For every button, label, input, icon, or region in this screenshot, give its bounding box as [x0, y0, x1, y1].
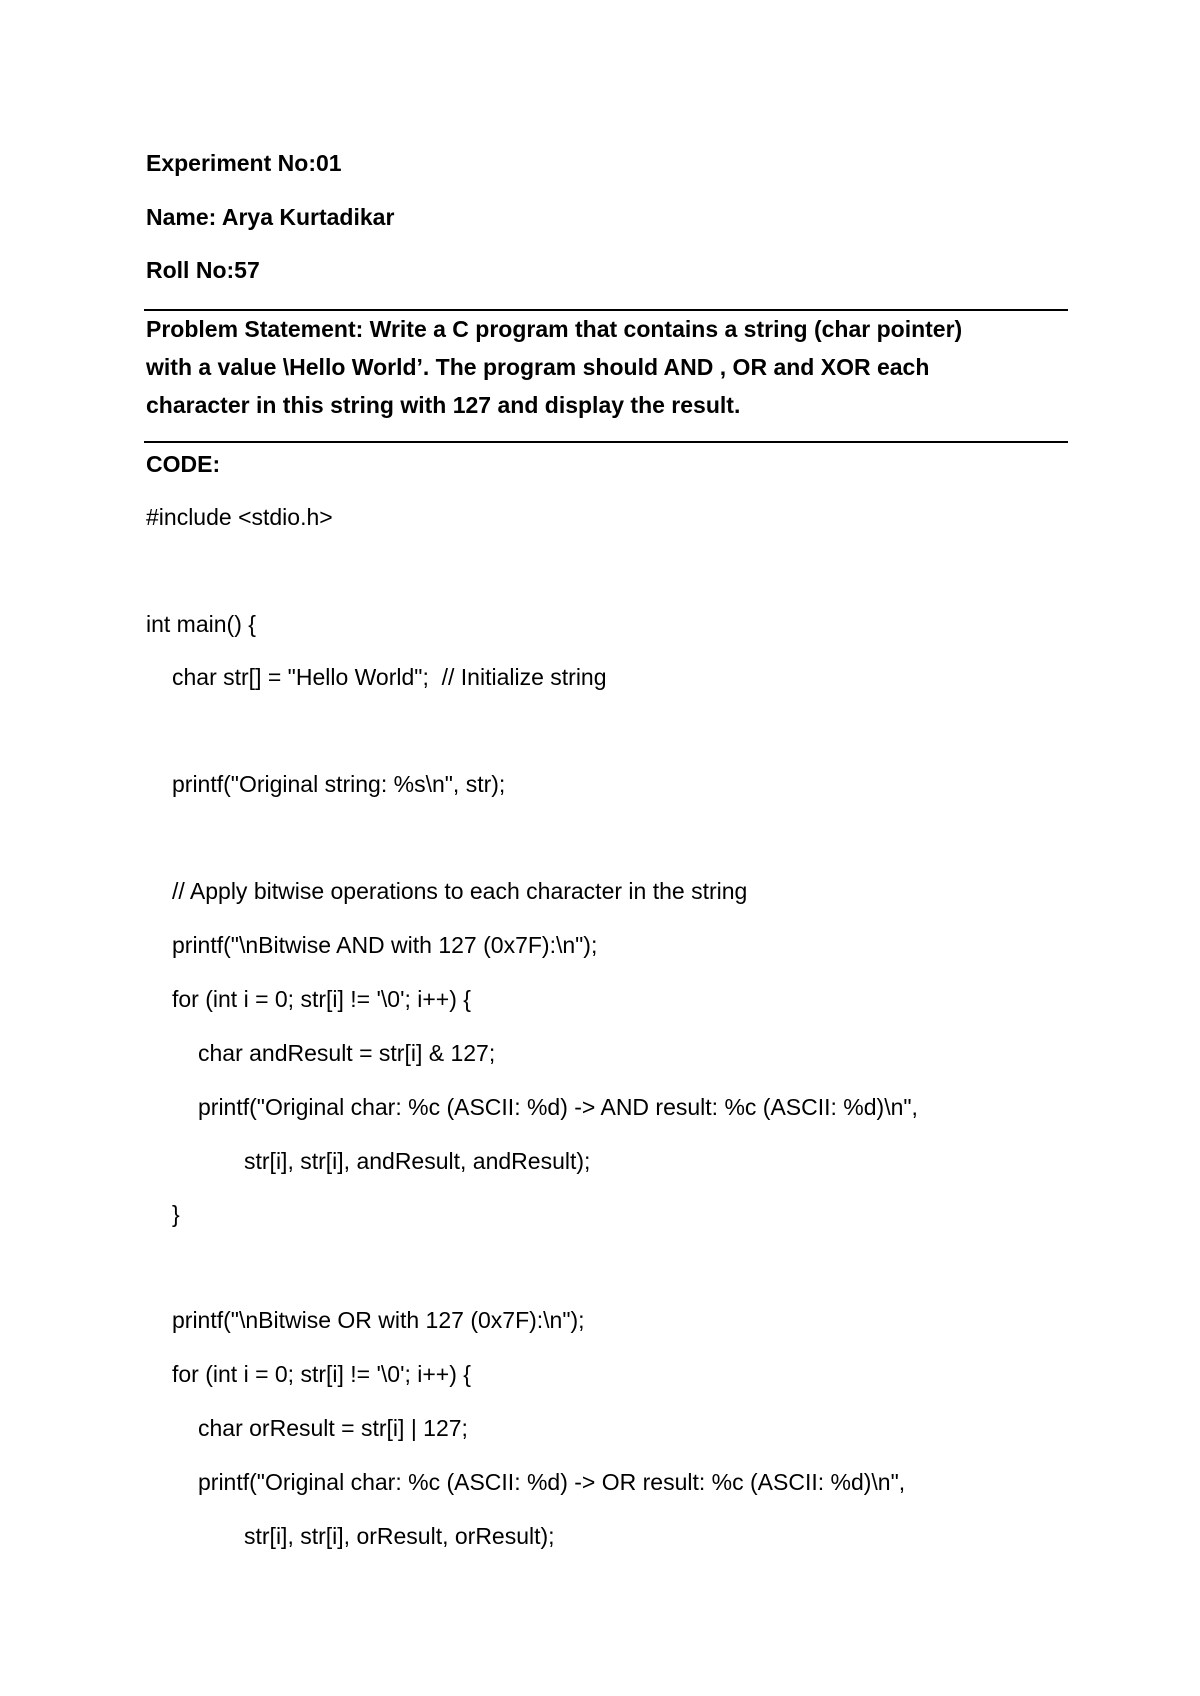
code-line: printf("\nBitwise AND with 127 (0x7F):\n");: [172, 932, 598, 958]
code-line: printf("Original char: %c (ASCII: %d) -> AND result: %c (ASCII: %d)\n",: [198, 1094, 918, 1120]
code-line: }: [172, 1201, 180, 1227]
code-heading: CODE:: [146, 451, 221, 477]
divider-top: [144, 309, 1068, 311]
code-line: char str[] = "Hello World"; // Initialize string: [172, 664, 607, 690]
roll-number: Roll No:57: [146, 257, 260, 283]
problem-statement-line-2: with a value \Hello World’. The program should AND , OR and XOR each: [146, 354, 930, 380]
code-line: printf("\nBitwise OR with 127 (0x7F):\n");: [172, 1307, 585, 1333]
code-line: str[i], str[i], orResult, orResult);: [244, 1523, 555, 1549]
experiment-number: Experiment No:01: [146, 150, 342, 176]
code-line: char orResult = str[i] | 127;: [198, 1415, 468, 1441]
code-line: // Apply bitwise operations to each character in the string: [172, 878, 748, 904]
code-line: printf("Original char: %c (ASCII: %d) -> OR result: %c (ASCII: %d)\n",: [198, 1469, 906, 1495]
divider-bottom: [144, 441, 1068, 443]
code-line: printf("Original string: %s\n", str);: [172, 771, 506, 797]
problem-statement-line-3: character in this string with 127 and display the result.: [146, 392, 741, 418]
code-line: #include <stdio.h>: [146, 504, 333, 530]
problem-statement-line-1: Problem Statement: Write a C program that contains a string (char pointer): [146, 316, 963, 342]
code-line: for (int i = 0; str[i] != '\0'; i++) {: [172, 986, 471, 1012]
code-line: for (int i = 0; str[i] != '\0'; i++) {: [172, 1361, 471, 1387]
code-line: int main() {: [146, 611, 256, 637]
code-line: char andResult = str[i] & 127;: [198, 1040, 496, 1066]
code-line: str[i], str[i], andResult, andResult);: [244, 1148, 591, 1174]
student-name: Name: Arya Kurtadikar: [146, 204, 395, 230]
